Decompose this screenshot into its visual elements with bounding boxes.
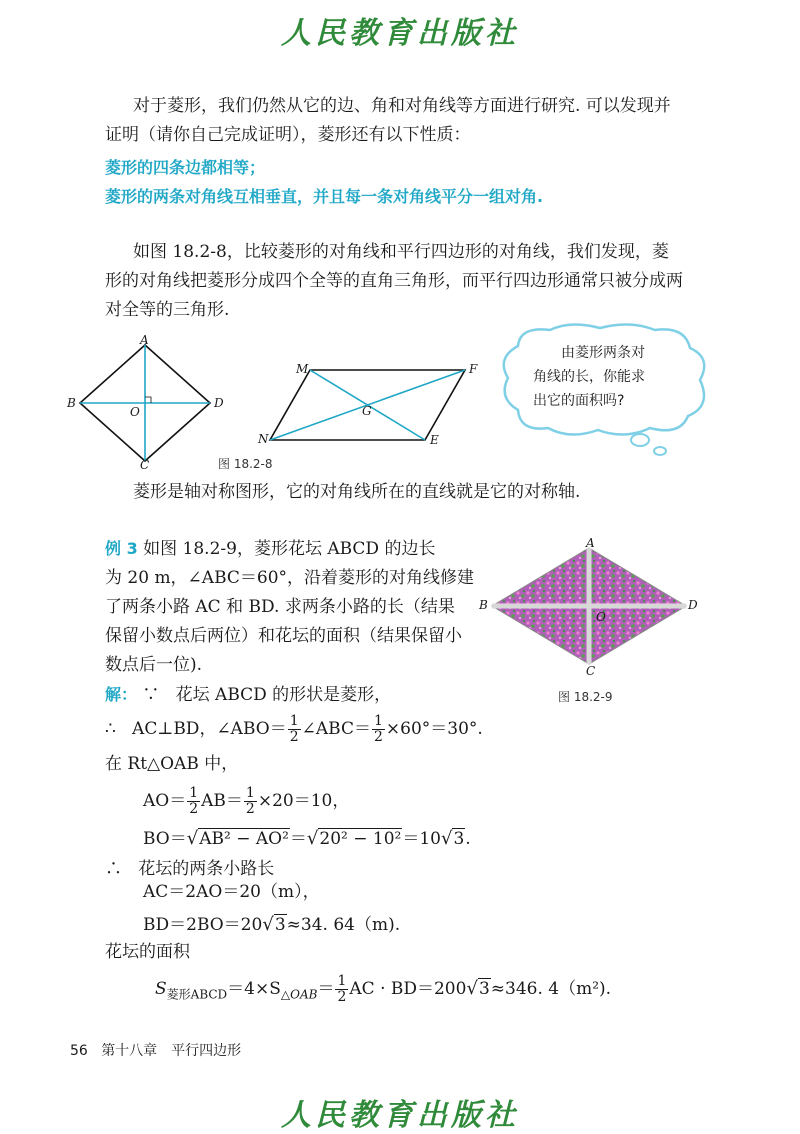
- sqrt-symbol: √: [466, 978, 478, 999]
- example-line-3: 了两条小路 AC 和 BD. 求两条小路的长（结果: [105, 597, 455, 617]
- example-tag: 例 3: [105, 539, 138, 558]
- fraction-den: 2: [289, 729, 299, 745]
- intro-line-2: 证明（请你自己完成证明），菱形还有以下性质：: [105, 125, 471, 145]
- fraction-den: 2: [373, 729, 383, 745]
- step8-part-a: BD＝2BO＝20: [143, 915, 263, 935]
- example-line-2: 为 20 m，∠ABC＝60°，沿着菱形的对角线修建: [105, 568, 475, 588]
- publisher-logo-bottom: 人民教育出版社: [281, 1098, 519, 1133]
- fraction-half: [244, 786, 257, 817]
- property-1: 菱形的四条边都相等；: [105, 158, 266, 177]
- fraction-den: 2: [245, 801, 255, 817]
- example-line-1: 如图 18.2-9，菱形花坛 ABCD 的边长: [143, 539, 436, 559]
- fraction-den: 2: [189, 801, 199, 817]
- step10-part-c: ＝4×S: [227, 979, 281, 999]
- rhombus-label-d: D: [214, 396, 224, 410]
- solution-line-2: [105, 714, 483, 745]
- fraction-half: [288, 714, 301, 745]
- solution-line-8: [143, 910, 400, 940]
- intro-paragraph: [105, 92, 705, 150]
- solution-line-3: 在 Rt△OAB 中，: [105, 754, 239, 774]
- sqrt-content-2: 20² − 10²: [319, 829, 402, 849]
- compare-line-3: 对全等的三角形.: [105, 300, 230, 320]
- sqrt-symbol: √: [186, 828, 199, 849]
- fraction-den: 2: [337, 989, 347, 1005]
- figure-flowerbed: [486, 540, 696, 670]
- step2-part-a: AC⊥BD，∠ABO＝: [132, 719, 287, 739]
- solution-line-5: BO＝√AB² − AO²＝√20² − 10²＝10√3.: [143, 828, 471, 849]
- flowerbed-label-o: O: [596, 610, 606, 624]
- para-label-n: N: [258, 432, 269, 446]
- fraction-num: 1: [189, 785, 199, 801]
- rhombus-label-c: C: [140, 458, 150, 472]
- chapter-title: 第十八章 平行四边形: [101, 1043, 242, 1059]
- step5-part-a: BO＝: [143, 829, 187, 849]
- fraction-num: 1: [373, 713, 383, 729]
- step5-equals: ＝: [289, 829, 307, 849]
- step5-part-e: ＝10: [402, 829, 441, 849]
- solution-step-6: 花坛的两条小路长: [138, 859, 275, 879]
- sqrt-symbol: √: [440, 828, 453, 849]
- step8-part-c: ≈34. 64（m).: [286, 915, 401, 935]
- cloud-bubble-1: [631, 434, 649, 446]
- fraction-num: 1: [337, 973, 347, 989]
- para-label-f: F: [469, 362, 478, 376]
- fraction-half: [335, 974, 348, 1005]
- solution-line-9: 花坛的面积: [105, 942, 190, 962]
- compare-line-2: 形的对角线把菱形分成四个全等的直角三角形，而平行四边形通常只被分成两: [105, 271, 683, 291]
- solution-line-1: [105, 680, 391, 710]
- cloud-text: [533, 341, 703, 413]
- solution-line-10: [155, 974, 611, 1009]
- solution-step-1: 花坛 ABCD 的形状是菱形，: [175, 685, 392, 705]
- para-label-e: E: [430, 433, 439, 447]
- fraction-num: 1: [289, 713, 299, 729]
- step10-equals: ＝: [317, 979, 335, 999]
- intro-line-1: 对于菱形，我们仍然从它的边、角和对角线等方面进行研究. 可以发现并: [133, 96, 671, 116]
- flowerbed-label-d: D: [688, 598, 698, 612]
- property-2: 菱形的两条对角线互相垂直，并且每一条对角线平分一组对角.: [105, 187, 544, 206]
- step4-part-b: AB＝: [201, 791, 243, 811]
- cloud-line-3: 出它的面积吗?: [533, 393, 625, 409]
- sqrt-content-5: 3: [478, 979, 490, 999]
- fraction-num: 1: [245, 785, 255, 801]
- rhombus-label-o: O: [130, 405, 140, 419]
- figure-8-caption: 图 18.2-8: [218, 457, 273, 471]
- axis-statement: 菱形是轴对称图形，它的对角线所在的直线就是它的对称轴.: [133, 482, 581, 502]
- therefore-symbol-2: ∴: [105, 859, 122, 879]
- para-label-m: M: [296, 362, 309, 376]
- solution-line-4: [143, 786, 349, 817]
- area-symbol: S: [155, 979, 167, 999]
- step2-part-b: ∠ABC＝: [301, 719, 371, 739]
- solution-tag: 解：: [105, 685, 138, 704]
- example-line-4: 保留小数点后两位）和花坛的面积（结果保留小: [105, 626, 462, 646]
- figure-rhombus: [60, 335, 230, 470]
- step4-part-a: AO＝: [143, 791, 187, 811]
- compare-line-1: 如图 18.2-8，比较菱形的对角线和平行四边形的对角线，我们发现，菱: [133, 242, 669, 262]
- sqrt-symbol: √: [262, 914, 274, 935]
- solution-line-7: AC＝2AO＝20（m），: [143, 882, 320, 902]
- example-line-5: 数点后一位).: [105, 655, 203, 675]
- cloud-line-1: 由菱形两条对: [561, 345, 645, 361]
- figure-9-caption: 图 18.2-9: [558, 690, 613, 704]
- fraction-half: [187, 786, 200, 817]
- cloud-line-2: 角线的长，你能求: [533, 369, 645, 385]
- flowerbed-label-c: C: [586, 664, 596, 678]
- area-subscript-2: △OAB: [280, 987, 318, 1002]
- para-label-g: G: [362, 404, 372, 418]
- flowerbed-label-a: A: [586, 536, 595, 550]
- compare-paragraph: [105, 238, 705, 325]
- step10-part-h: ≈346. 4（m²).: [490, 979, 612, 999]
- example-3: [105, 534, 485, 680]
- page-footer: [70, 1040, 241, 1060]
- therefore-symbol-1: ∴: [105, 719, 116, 739]
- sqrt-symbol: √: [306, 828, 319, 849]
- sqrt-content-1: AB² − AO²: [199, 829, 289, 849]
- right-angle-mark: [145, 397, 151, 403]
- flowerbed-label-b: B: [479, 598, 488, 612]
- page-number: 56: [70, 1043, 88, 1059]
- cloud-bubble-2: [654, 447, 666, 455]
- rhombus-label-b: B: [67, 396, 76, 410]
- rhombus-label-a: A: [140, 333, 149, 347]
- area-subscript-1: 菱形ABCD: [166, 987, 228, 1002]
- step10-part-f: AC · BD＝200: [349, 979, 467, 999]
- sqrt-content-4: 3: [274, 915, 286, 935]
- step4-part-c: ×20＝10，: [257, 791, 350, 811]
- step2-part-c: ×60°＝30°.: [385, 719, 483, 739]
- fraction-half: [372, 714, 385, 745]
- sqrt-content-3: 3: [453, 829, 465, 849]
- because-symbol: ∵: [142, 685, 160, 705]
- publisher-logo-top: 人民教育出版社: [281, 16, 519, 51]
